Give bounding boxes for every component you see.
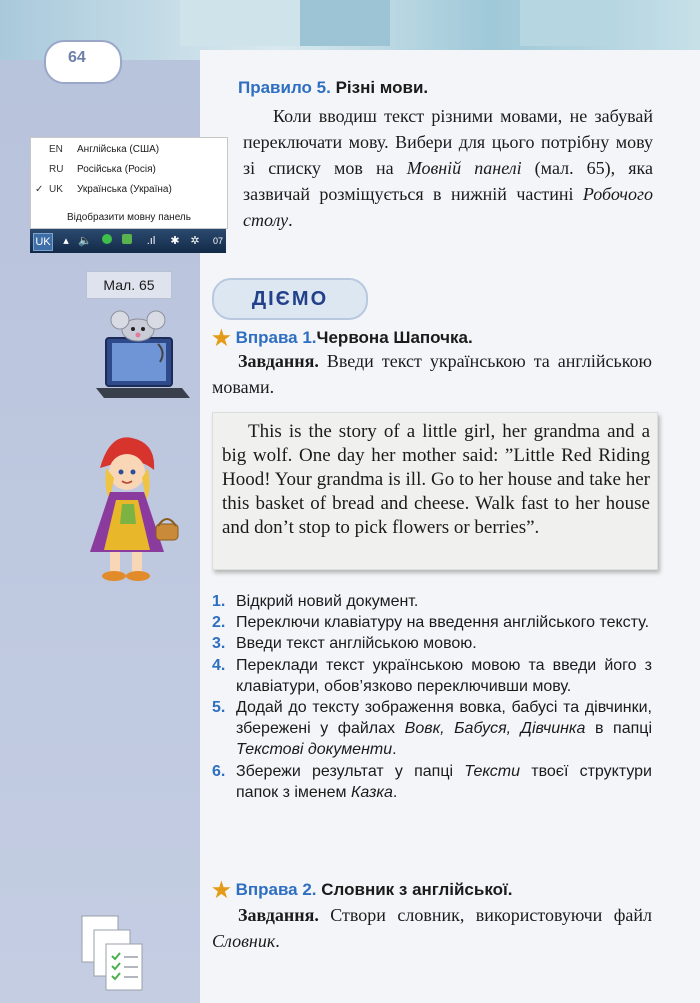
language-option-ru[interactable]: RU Російська (Росія) [49,164,156,175]
network-signal-icon[interactable]: .ıl [146,235,156,247]
rule-title: Різні мови. [335,78,429,97]
star-icon: ★ [212,327,231,350]
exercise-2-task: Завдання. Створи словник, використовуючи файл Словник. [212,905,652,951]
section-title-diemo: ДІЄМО [212,278,368,320]
rule-heading [238,78,428,98]
rule-text: Коли вводиш текст різними мовами, не забувай переключати мову. Вибери для цього потрібну мову зі списку мов на Мовній панелі (мал. 65), яка зазвичай розміщується в нижній частині Робочого столу. [243,106,653,230]
story-text: This is the story of a little girl, her grandma and a big wolf. One day her mother said: ”Little Red Riding Hood! Your grandma is ill. Go to her house and take her this basket of bread and cheese. Walk fast to her house and don’t stop to pick flowers or berries”. [222,421,650,538]
language-option-en[interactable]: EN Англійська (США) [49,144,160,155]
show-language-bar-option[interactable]: Відобразити мовну панель [67,212,191,223]
star-icon: ★ [212,879,231,902]
exercise-2-heading [212,878,513,903]
rule-label: Правило 5. [238,78,331,97]
figure-caption: Мал. 65 [86,271,172,299]
device-icon[interactable]: ✱ [170,235,180,247]
exercise-2-title: Словник з англійської. [321,880,513,899]
taskbar-language-indicator[interactable]: UK [33,233,53,251]
language-option-uk[interactable]: ✓ UK Українська (Україна) [35,182,172,198]
exercise-1-task: Завдання. Введи текст українською та англійською мовами. [212,351,652,397]
red-riding-hood-illustration [70,428,180,588]
checkmark-icon: ✓ [35,184,44,195]
taskbar-clock: 07 [212,236,223,246]
exercise-1-label: Вправа 1. [235,328,317,347]
list-item: 6. Збережи результат у папці Тексти твоєї структури папок з іменем Казка. [212,762,652,801]
language-list-popup [30,137,228,229]
mouse-on-laptop-illustration [96,310,190,400]
document-files-icon [78,912,144,992]
speaker-icon[interactable]: 🔈 [78,235,92,247]
list-item: 5. Додай до тексту зображення вовка, бабусі та дівчинки, збережені у файлах Вовк, Бабуся, Дівчинка в папці Текстові документи. [212,699,652,759]
security-shield-icon[interactable] [100,233,114,249]
rule-italic-language-panel: Мовній панелі [406,158,522,178]
update-icon[interactable] [120,233,134,249]
list-item: 1. Відкрий новий документ. [212,593,419,610]
exercise-1-title: Червона Шапочка. [316,328,473,347]
list-item: 2. Переключи клавіатуру на введення англійського тексту. [212,614,650,632]
rule-italic-desktop: Робочого столу [243,184,653,230]
tray-arrow-icon[interactable]: ▴ [63,235,69,247]
page-number: 64 [68,49,86,66]
exercise-2-label: Вправа 2. [235,880,317,899]
taskbar [30,229,226,253]
settings-icon[interactable]: ✲ [190,235,200,247]
list-item: 3. Введи текст англійською мовою. [212,635,477,653]
steps-list [212,591,652,803]
list-item: 4. Переклади текст українською мовою та введи його з клавіатури, обов’язково переключивши мову. [212,656,652,695]
